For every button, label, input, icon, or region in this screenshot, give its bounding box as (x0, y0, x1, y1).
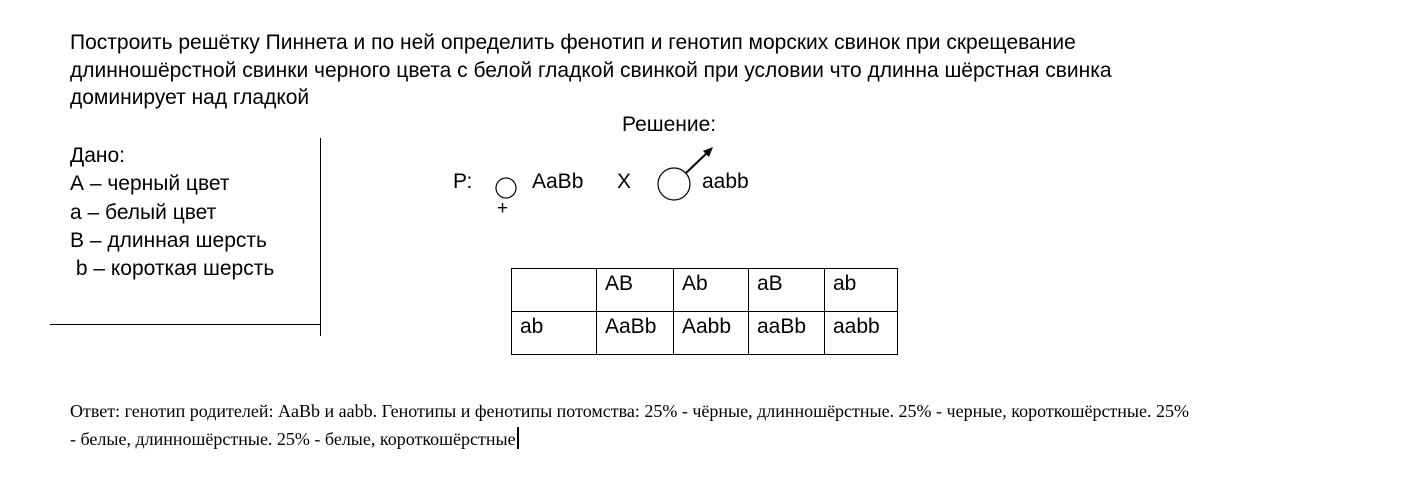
punnett-gamete-cell: AB (597, 269, 674, 312)
task-line-1: Построить решётку Пиннета и по ней определить фенотип и генотип морских свинок при скрещевание (70, 31, 1076, 54)
given-item: а – белый цвет (70, 200, 217, 224)
punnett-offspring-cell: Aabb (674, 312, 749, 355)
answer-line-1: Ответ: генотип родителей: AaBb и aabb. Генотипы и фенотипы потомства: 25% - чёрные, длинношёрстные. 25% - черные, короткошёрстные. 25% (70, 401, 1190, 421)
female-symbol-icon (496, 178, 516, 198)
punnett-offspring-cell: AaBb (597, 312, 674, 355)
text-cursor (517, 427, 519, 449)
punnett-gamete-cell: ab (512, 312, 597, 355)
parents-label: Р: (453, 170, 473, 193)
punnett-header-row (512, 269, 898, 312)
male-genotype: aabb (702, 170, 749, 193)
given-item: b – короткая шерсть (70, 257, 275, 281)
punnett-offspring-cell: aabb (825, 312, 898, 355)
answer-line-2: - белые, длинношёрстные. 25% - белые, короткошёрстные (70, 429, 516, 449)
female-genotype: AaBb (532, 170, 584, 193)
answer-text[interactable] (70, 397, 1189, 453)
punnett-gamete-cell: aB (749, 269, 825, 312)
given-title: Дано: (70, 144, 126, 167)
given-item: А – черный цвет (70, 172, 230, 196)
punnett-gamete-cell: ab (825, 269, 898, 312)
task-line-2: длинношёрстной свинки черного цвета с белой гладкой свинкой при условии что длинна шёрстная свинка (70, 58, 1112, 82)
solution-title: Решение: (622, 113, 717, 136)
punnett-square (511, 268, 898, 355)
punnett-offspring-cell: aaBb (749, 312, 825, 355)
punnett-corner-cell (512, 269, 597, 312)
cross-symbol: X (617, 170, 632, 193)
task-line-3: доминирует над гладкой (70, 86, 310, 109)
punnett-gamete-cell: Ab (674, 269, 749, 312)
answer-line-2-wrap (70, 425, 1189, 453)
given-item: В – длинная шерсть (70, 228, 267, 252)
punnett-offspring-row (512, 312, 898, 355)
female-symbol-mark: + (497, 198, 509, 219)
